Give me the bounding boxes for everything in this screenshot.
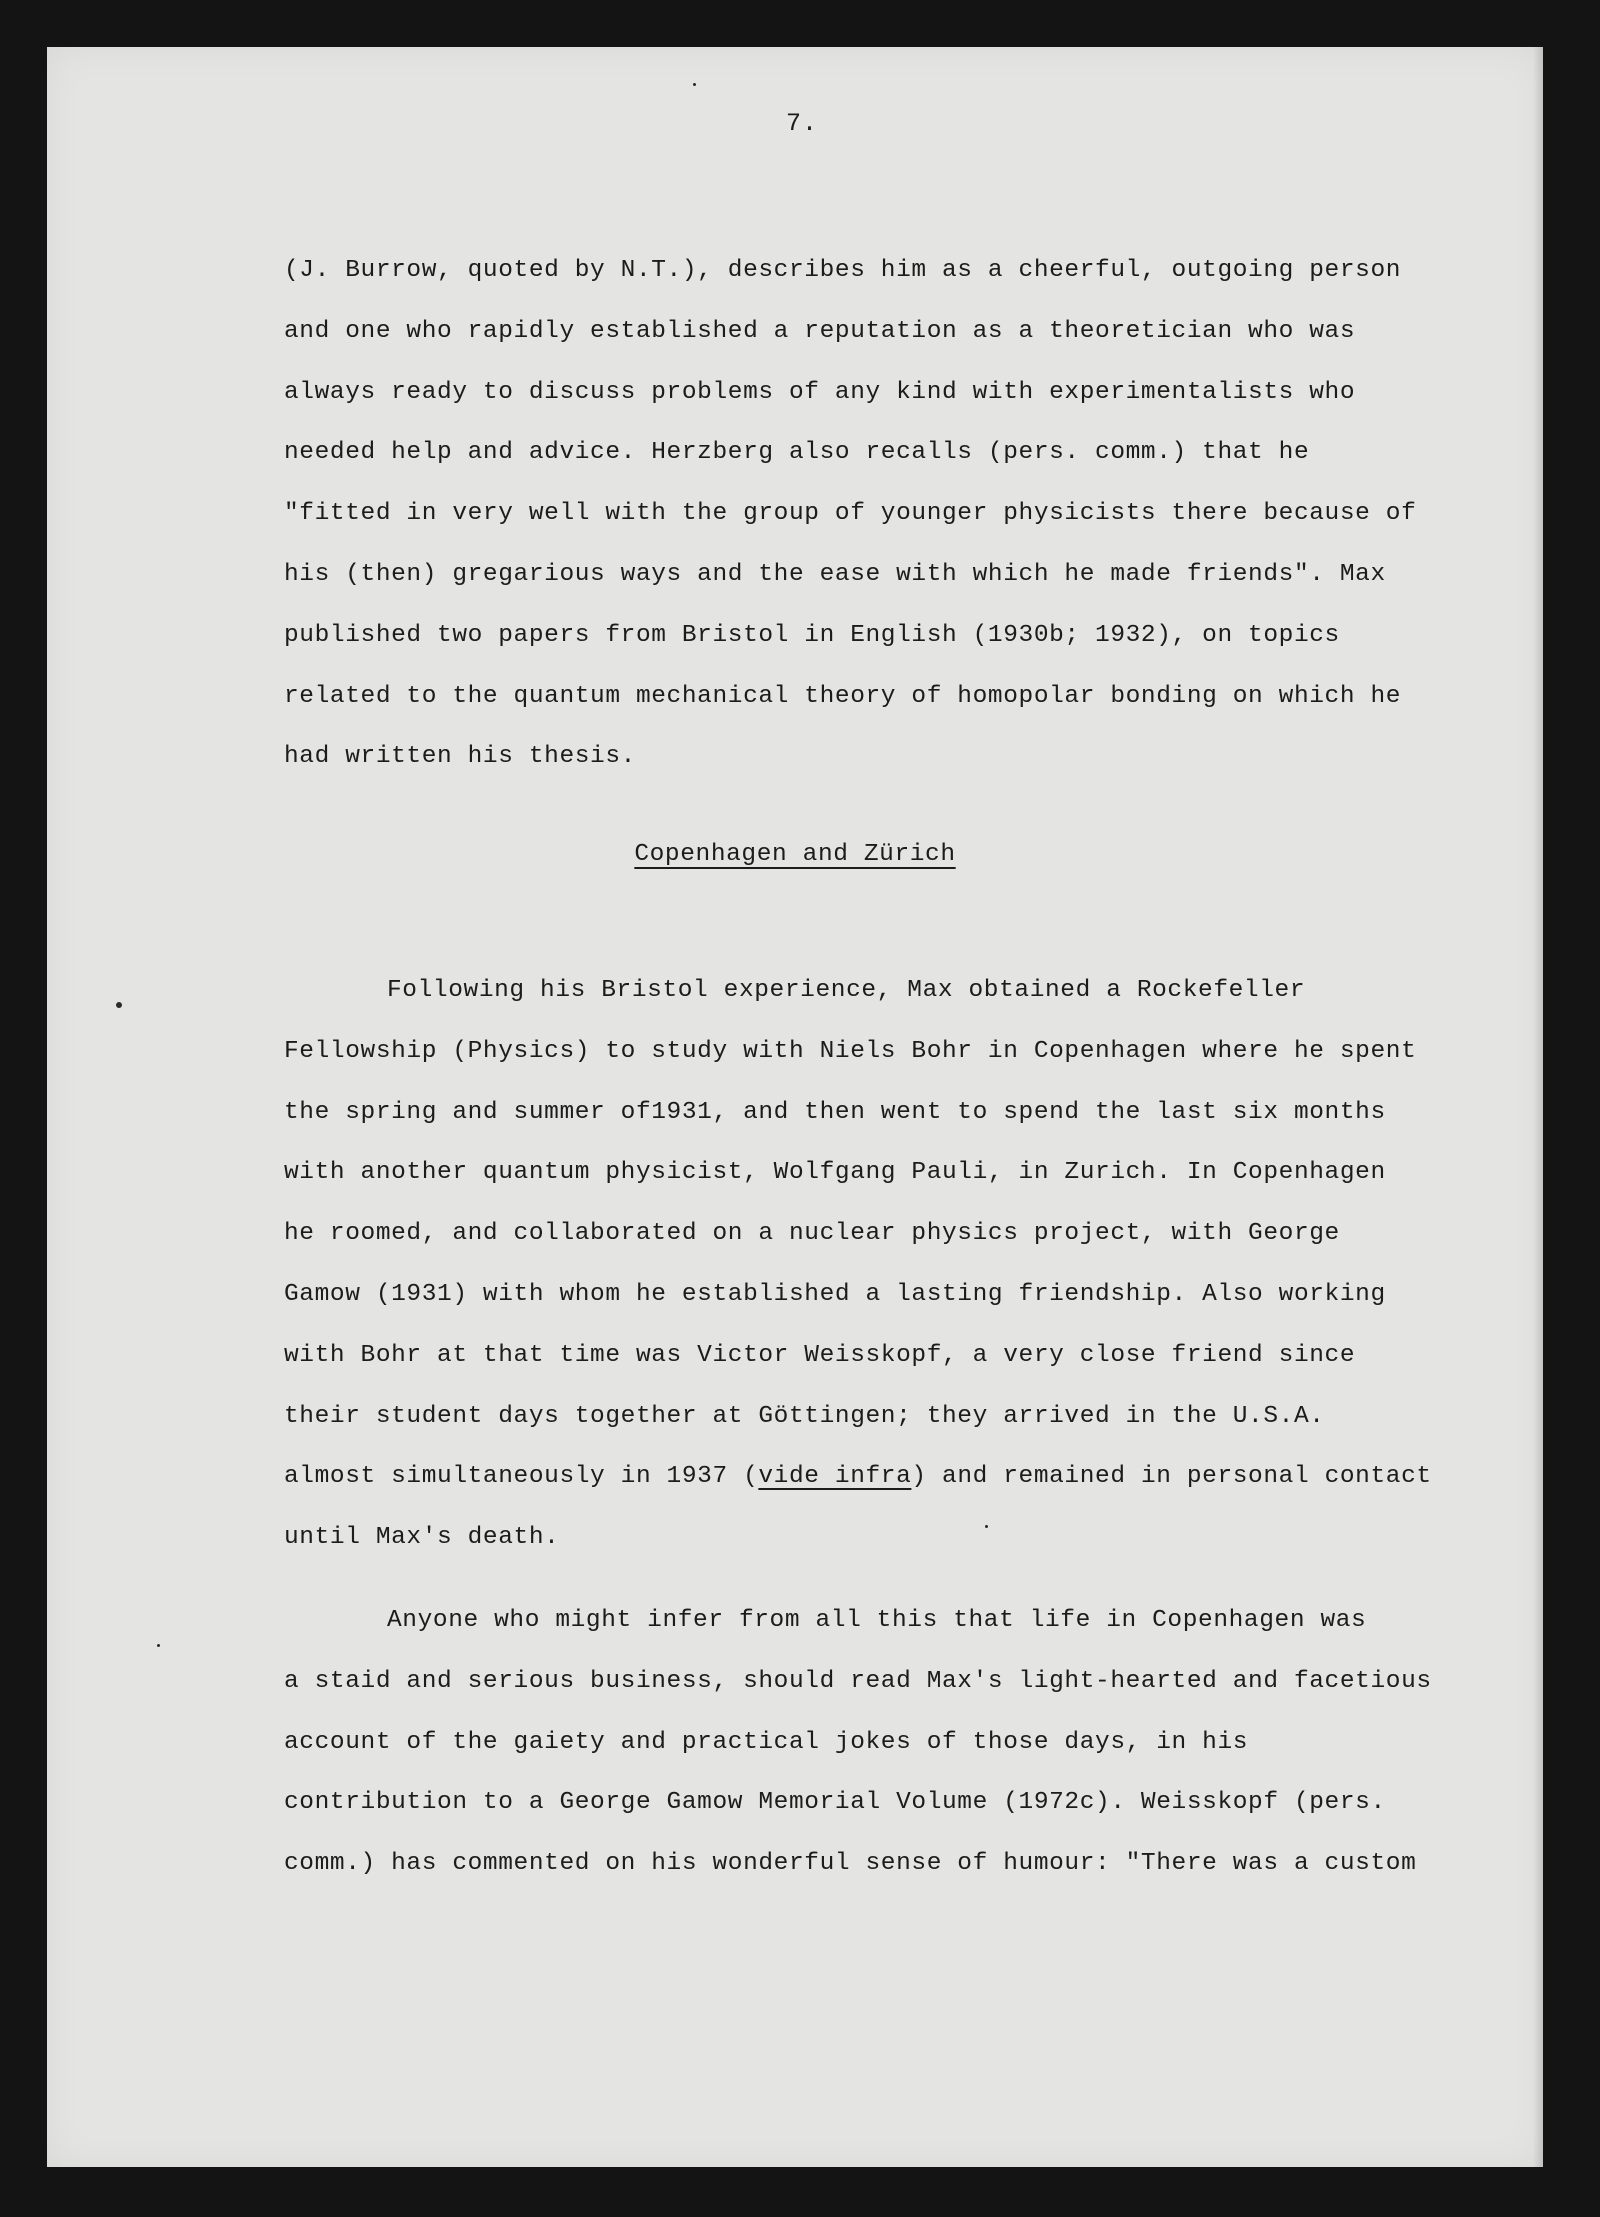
text-line: "fitted in very well with the group of younger physicists there because of: [284, 500, 1417, 528]
section-heading: [47, 825, 1543, 885]
text-line: (J. Burrow, quoted by N.T.), describes him as a cheerful, outgoing person: [284, 257, 1402, 284]
text-line: always ready to discuss problems of any kind with experimentalists who: [284, 378, 1356, 406]
text-line: Anyone who might infer from all this that life in Copenhagen was: [387, 1607, 1367, 1634]
page-edge-shadow: [1533, 47, 1543, 2167]
paragraph-2: [284, 961, 1464, 1569]
text-line: he roomed, and collaborated on a nuclear physics project, with George: [284, 1220, 1340, 1248]
typed-page: [47, 47, 1543, 2167]
paper-speck: [116, 1002, 122, 1008]
paragraph-1: [284, 241, 1464, 788]
text-line: a staid and serious business, should read Max's light-hearted and facetious: [284, 1667, 1432, 1695]
text-line: and one who rapidly established a reputation as a theoretician who was: [284, 317, 1356, 345]
page-number: 7.: [785, 109, 818, 138]
section-heading-text: Copenhagen and Zürich: [634, 841, 956, 868]
text-line: published two papers from Bristol in English (1930b; 1932), on topics: [284, 621, 1340, 649]
text-line: account of the gaiety and practical jokes of those days, in his: [284, 1728, 1249, 1756]
text-line: had written his thesis.: [284, 743, 636, 771]
paragraph-3: [284, 1591, 1464, 1895]
text-line: Gamow (1931) with whom he established a lasting friendship. Also working: [284, 1280, 1386, 1308]
text-line: Following his Bristol experience, Max obtained a Rockefeller: [387, 977, 1306, 1004]
text-line: his (then) gregarious ways and the ease with which he made friends". Max: [284, 560, 1386, 588]
text-line: until Max's death.: [284, 1524, 560, 1552]
paper-speck: [693, 83, 696, 86]
text-line: the spring and summer of1931, and then went to spend the last six months: [284, 1098, 1386, 1126]
text-line: related to the quantum mechanical theory of homopolar bonding on which he: [284, 682, 1402, 710]
text-line: contribution to a George Gamow Memorial Volume (1972c). Weisskopf (pers.: [284, 1789, 1386, 1817]
text-line: Fellowship (Physics) to study with Niels Bohr in Copenhagen where he spent: [284, 1037, 1417, 1065]
paper-speck: [157, 1644, 160, 1647]
text-line: needed help and advice. Herzberg also recalls (pers. comm.) that he: [284, 439, 1310, 467]
text-fragment: almost simultaneously in 1937 (: [284, 1463, 759, 1491]
text-fragment: ) and remained in personal contact: [911, 1463, 1432, 1491]
paper-speck: [985, 1525, 988, 1528]
text-line: with Bohr at that time was Victor Weisskopf, a very close friend since: [284, 1341, 1356, 1369]
text-line: their student days together at Göttingen; they arrived in the U.S.A.: [284, 1402, 1325, 1430]
text-line: with another quantum physicist, Wolfgang Pauli, in Zurich. In Copenhagen: [284, 1159, 1386, 1187]
text-line: comm.) has commented on his wonderful sense of humour: "There was a custom: [284, 1850, 1417, 1878]
text-line: [284, 1447, 1464, 1508]
underlined-latin-term: vide infra: [758, 1463, 912, 1491]
